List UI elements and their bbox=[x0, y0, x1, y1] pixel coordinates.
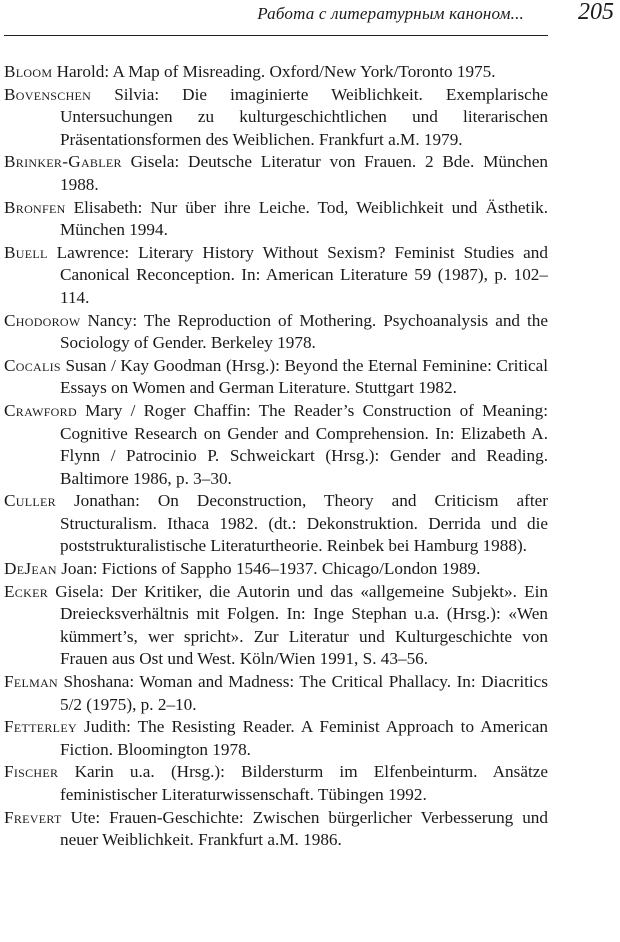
entry-text: Nancy: The Reproduction of Mothering. Psychoanalysis and the Sociology of Gender. Berkeley 1978. bbox=[60, 310, 548, 353]
author-surname: Chodorow bbox=[4, 310, 81, 330]
bibliography-entry bbox=[4, 197, 548, 242]
bibliography-entry bbox=[4, 558, 548, 581]
entry-text: Mary / Roger Chaffin: The Reader’s Construction of Meaning: Cognitive Research on Gender and Comprehension. In: Elizabeth A. Flynn / Patrocinio P. Schweickart (Hrsg.): Gender and Reading. Baltimore 1986, p. 3–30. bbox=[60, 400, 548, 488]
entry-text: Joan: Fictions of Sappho 1546–1937. Chicago/London 1989. bbox=[56, 559, 481, 579]
entry-text: Lawrence: Literary History Without Sexism? Feminist Studies and Canonical Reconception. In: American Literature 59 (1987), p. 102–114. bbox=[47, 242, 548, 307]
entry-text: Elisabeth: Nur über ihre Leiche. Tod, Weiblichkeit und Ästhetik. München 1994. bbox=[60, 197, 548, 240]
author-surname: Fetterley bbox=[4, 717, 77, 737]
author-surname: Buell bbox=[4, 242, 48, 262]
author-surname: Bloom bbox=[4, 62, 53, 81]
bibliography-list bbox=[4, 61, 548, 852]
bibliography-entry bbox=[4, 490, 548, 558]
running-title: Работа с литературным каноном... bbox=[257, 4, 524, 23]
bibliography-entry bbox=[4, 581, 548, 671]
entry-text: Gisela: Der Kritiker, die Autorin und das «allgemeine Subjekt». Ein Dreiecksverhältnis mit Folgen. In: Inge Stephan u.a. (Hrsg.): «Wen kümmert’s, wer spricht». Zur Literatur und Kulturgeschichte von Frauen aus Ost und West. Köln/Wien 1991, S. 43–56. bbox=[48, 581, 548, 669]
author-surname: Brinker-Gabler bbox=[4, 152, 122, 172]
bibliography-entry bbox=[4, 400, 548, 490]
bibliography-entry bbox=[4, 807, 548, 852]
entry-text: Silvia: Die imaginierte Weiblichkeit. Exemplarische Untersuchungen zu kulturgeschichtlichen und literarischen Präsentationsformen des Weiblichen. Frankfurt a.M. 1979. bbox=[60, 84, 548, 149]
bibliography-entry bbox=[4, 242, 548, 310]
author-surname: Fischer bbox=[4, 762, 59, 782]
bibliography-entry bbox=[4, 61, 548, 84]
bibliography-entry bbox=[4, 84, 548, 152]
page-number: 205 bbox=[578, 0, 614, 25]
entry-text: Ute: Frauen-Geschichte: Zwischen bürgerlicher Verbesserung und neuer Weiblichkeit. Frankfurt a.M. 1986. bbox=[60, 807, 548, 850]
page-header bbox=[0, 0, 620, 44]
author-surname: DeJean bbox=[4, 559, 57, 579]
author-surname: Crawford bbox=[4, 400, 77, 420]
entry-text: Harold: A Map of Misreading. Oxford/New York/Toronto 1975. bbox=[52, 62, 496, 81]
author-surname: Bronfen bbox=[4, 197, 66, 217]
bibliography-entry bbox=[4, 151, 548, 196]
entry-text: Jonathan: On Deconstruction, Theory and Criticism after Structuralism. Ithaca 1982. (dt.: Dekonstruktion. Derrida und die poststrukturalistische Literaturtheorie. Reinbek bei Hamburg 1988). bbox=[55, 491, 548, 556]
author-surname: Cocalis bbox=[4, 355, 61, 375]
bibliography-entry bbox=[4, 671, 548, 716]
author-surname: Felman bbox=[4, 672, 59, 692]
entry-text: Shoshana: Woman and Madness: The Critical Phallacy. In: Diacritics 5/2 (1975), p. 2–10. bbox=[58, 672, 548, 714]
author-surname: Culler bbox=[4, 491, 56, 511]
author-surname: Frevert bbox=[4, 807, 62, 827]
entry-text: Karin u.a. (Hrsg.): Bildersturm im Elfenbeinturm. Ansätze feministischer Literaturwissenschaft. Tübingen 1992. bbox=[58, 762, 548, 804]
entry-text: Judith: The Resisting Reader. A Feminist Approach to American Fiction. Bloomington 1978. bbox=[60, 717, 548, 759]
entry-text: Gisela: Deutsche Literatur von Frauen. 2 Bde. München 1988. bbox=[60, 152, 548, 194]
bibliography-entry bbox=[4, 716, 548, 761]
bibliography-entry bbox=[4, 355, 548, 400]
entry-text: Susan / Kay Goodman (Hrsg.): Beyond the Eternal Feminine: Critical Essays on Women and German Literature. Stuttgart 1982. bbox=[60, 355, 548, 398]
bibliography-entry bbox=[4, 761, 548, 806]
bibliography-entry bbox=[4, 310, 548, 355]
header-rule bbox=[4, 35, 548, 36]
author-surname: Ecker bbox=[4, 581, 49, 601]
author-surname: Bovenschen bbox=[4, 84, 92, 104]
